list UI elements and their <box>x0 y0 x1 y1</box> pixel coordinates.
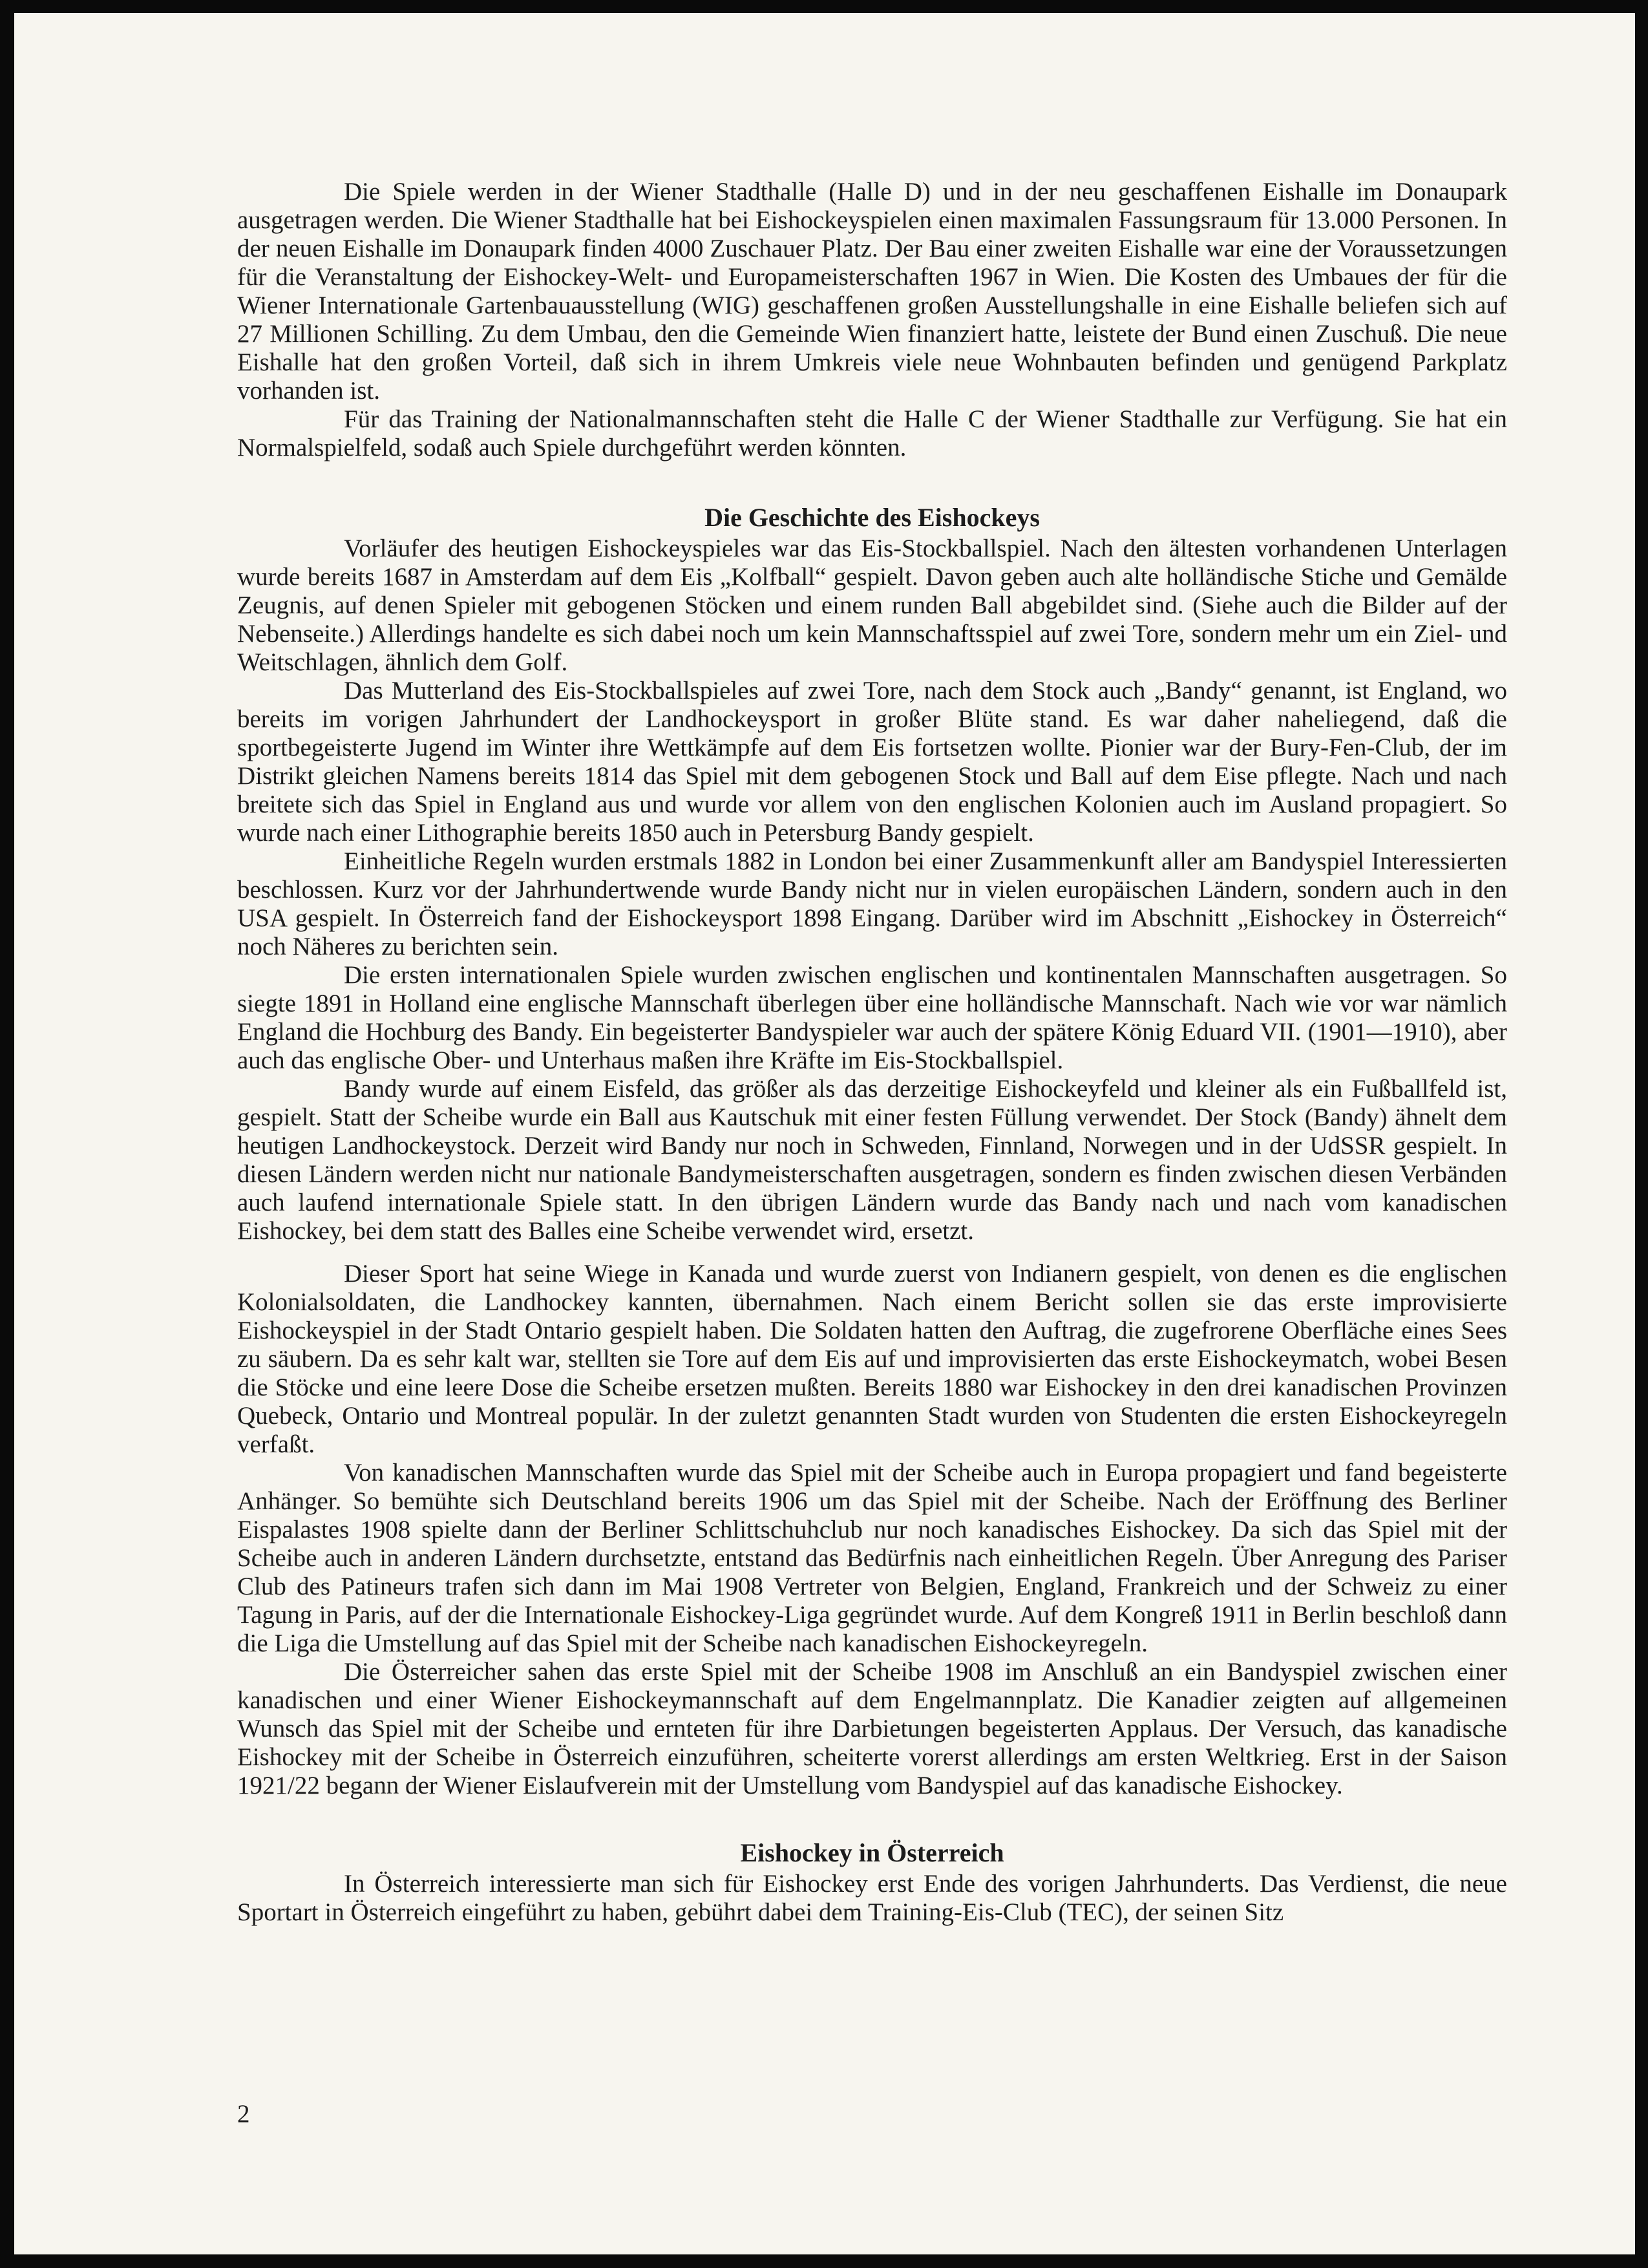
paragraph: Das Mutterland des Eis-Stockballspieles auf zwei Tore, nach dem Stock auch „Bandy“ genannt, ist England, wo bereits im vorigen Jahrhundert der Landhockeysport in großer Blüte stand. Es war daher naheliegend, daß die sportbegeisterte Jugend im Winter ihre Wettkämpfe auf dem Eis fortsetzen wollte. Pionier war der Bury-Fen-Club, der im Distrikt gleichen Namens bereits 1814 das Spiel mit dem gebogenen Stock und Ball auf dem Eise pflegte. Nach und nach breitete sich das Spiel in England aus und wurde vor allem von den englischen Kolonien auch im Ausland propagiert. So wurde nach einer Lithographie bereits 1850 auch in Petersburg Bandy gespielt. <box>237 677 1507 847</box>
page-body <box>237 178 1507 1927</box>
paragraph: In Österreich interessierte man sich für Eishockey erst Ende des vorigen Jahrhunderts. Das Verdienst, die neue Sportart in Österreich eingeführt zu haben, gebührt dabei dem Training-Eis-Club (TEC), der seinen Sitz <box>237 1870 1507 1926</box>
paragraph: Vorläufer des heutigen Eishockeyspieles war das Eis-Stockballspiel. Nach den ältesten vorhandenen Unterlagen wurde bereits 1687 in Amsterdam auf dem Eis „Kolfball“ gespielt. Davon geben auch alte holländische Stiche und Gemälde Zeugnis, auf denen Spieler mit gebogenen Stöcken und einem runden Ball abgebildet sind. (Siehe auch die Bilder auf der Nebenseite.) Allerdings handelte es sich dabei noch um kein Mannschaftsspiel auf zwei Tore, sondern mehr um ein Ziel- und Weitschlagen, ähnlich dem Golf. <box>237 535 1507 676</box>
paragraph: Bandy wurde auf einem Eisfeld, das größer als das derzeitige Eishockeyfeld und kleiner als ein Fußballfeld ist, gespielt. Statt der Scheibe wurde ein Ball aus Kautschuk mit einer festen Füllung verwendet. Der Stock (Bandy) ähnelt dem heutigen Landhockeystock. Derzeit wird Bandy nur noch in Schweden, Finnland, Norwegen und in der UdSSR gespielt. In diesen Ländern werden nicht nur nationale Bandymeisterschaften ausgetragen, sondern es finden zwischen diesen Verbänden auch laufend internationale Spiele statt. In den übrigen Ländern wurde das Bandy nach und nach vom kanadischen Eishockey, bei dem statt des Balles eine Scheibe verwendet wird, ersetzt. <box>237 1075 1507 1245</box>
section-heading-austria: Eishockey in Österreich <box>740 1838 1004 1867</box>
paragraph: Von kanadischen Mannschaften wurde das Spiel mit der Scheibe auch in Europa propagiert und fand begeisterte Anhänger. So bemühte sich Deutschland bereits 1906 um das Spiel mit der Scheibe. Nach der Eröffnung des Berliner Eispalastes 1908 spielte dann der Berliner Schlittschuhclub nur noch kanadisches Eishockey. Da sich das Spiel mit der Scheibe auch in anderen Ländern durchsetzte, entstand das Bedürfnis nach einheitlichen Regeln. Über Anregung des Pariser Club des Patineurs trafen sich dann im Mai 1908 Vertreter von Belgien, England, Frankreich und der Schweiz zu einer Tagung in Paris, auf der die Internationale Eishockey-Liga gegründet wurde. Auf dem Kongreß 1911 in Berlin beschloß dann die Liga die Umstellung auf das Spiel mit der Scheibe nach kanadischen Eishockeyregeln. <box>237 1459 1507 1657</box>
paragraph: Für das Training der Nationalmannschaften steht die Halle C der Wiener Stadthalle zur Verfügung. Sie hat ein Normalspielfeld, sodaß auch Spiele durchgeführt werden könnten. <box>237 405 1507 461</box>
section-heading-history: Die Geschichte des Eishockeys <box>704 503 1040 532</box>
paragraph: Die ersten internationalen Spiele wurden zwischen englischen und kontinentalen Mannschaften ausgetragen. So siegte 1891 in Holland eine englische Mannschaft überlegen über eine holländische Mannschaft. Nach wie vor war nämlich England die Hochburg des Bandy. Ein begeisterter Bandyspieler war auch der spätere König Eduard VII. (1901—1910), aber auch das englische Ober- und Unterhaus maßen ihre Kräfte im Eis-Stockballspiel. <box>237 961 1507 1074</box>
document-page <box>14 13 1635 2254</box>
paragraph: Einheitliche Regeln wurden erstmals 1882 in London bei einer Zusammenkunft aller am Bandyspiel Interessierten beschlossen. Kurz vor der Jahrhundertwende wurde Bandy nicht nur in vielen europäischen Ländern, sondern auch in den USA gespielt. In Österreich fand der Eishockeysport 1898 Eingang. Darüber wird im Abschnitt „Eishockey in Österreich“ noch Näheres zu berichten sein. <box>237 847 1507 960</box>
paragraph: Die Österreicher sahen das erste Spiel mit der Scheibe 1908 im Anschluß an ein Bandyspiel zwischen einer kanadischen und einer Wiener Eishockeymannschaft auf dem Engelmannplatz. Die Kanadier zeigten auf allgemeinen Wunsch das Spiel mit der Scheibe und ernteten für ihre Darbietungen begeisterten Applaus. Der Versuch, das kanadische Eishockey mit der Scheibe in Österreich einzuführen, scheiterte vorerst allerdings am ersten Weltkrieg. Erst in der Saison 1921/22 begann der Wiener Eislaufverein mit der Umstellung vom Bandyspiel auf das kanadische Eishockey. <box>237 1658 1507 1799</box>
paragraph: Die Spiele werden in der Wiener Stadthalle (Halle D) und in der neu geschaffenen Eishalle im Donaupark ausgetragen werden. Die Wiener Stadthalle hat bei Eishockeyspielen einen maximalen Fassungsraum für 13.000 Personen. In der neuen Eishalle im Donaupark finden 4000 Zuschauer Platz. Der Bau einer zweiten Eishalle war eine der Voraussetzungen für die Veranstaltung der Eishockey-Welt- und Europameisterschaften 1967 in Wien. Die Kosten des Umbaues der für die Wiener Internationale Gartenbauausstellung (WIG) geschaffenen großen Ausstellungshalle in eine Eishalle beliefen sich auf 27 Millionen Schilling. Zu dem Umbau, den die Gemeinde Wien finanziert hatte, leistete der Bund einen Zuschuß. Die neue Eishalle hat den großen Vorteil, daß sich in ihrem Umkreis viele neue Wohnbauten befinden und genügend Parkplatz vorhanden ist. <box>237 178 1507 405</box>
paragraph: Dieser Sport hat seine Wiege in Kanada und wurde zuerst von Indianern gespielt, von denen es die englischen Kolonialsoldaten, die Landhockey kannten, übernahmen. Nach einem Bericht sollen sie das erste improvisierte Eishockeyspiel in der Stadt Ontario gespielt haben. Die Soldaten hatten den Auftrag, die zugefrorene Oberfläche eines Sees zu säubern. Da es sehr kalt war, stellten sie Tore auf dem Eis auf und improvisierten das erste Eishockeymatch, wobei Besen die Stöcke und eine leere Dose die Scheibe ersetzen mußten. Bereits 1880 war Eishockey in den drei kanadischen Provinzen Quebeck, Ontario und Montreal populär. In der zuletzt genannten Stadt wurden von Studenten die ersten Eishockeyregeln verfaßt. <box>237 1260 1507 1458</box>
page-number: 2 <box>237 2100 250 2128</box>
